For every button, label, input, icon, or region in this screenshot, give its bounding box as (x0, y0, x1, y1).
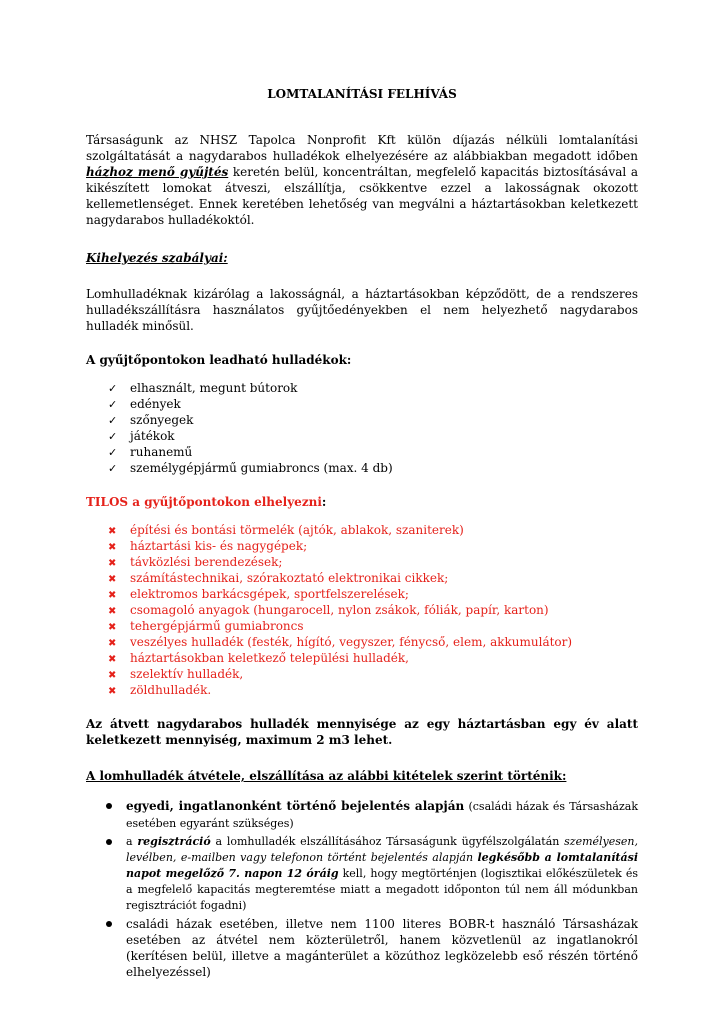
forbidden-item-label: zöldhulladék. (130, 683, 212, 697)
allowed-item-label: edények (130, 397, 181, 411)
cross-icon: ✖ (108, 542, 117, 553)
rules-paragraph: Lomhulladéknak kizárólag a lakosságnál, a háztartásokban képződött, de a rendszeres hulladékszállításra használatos gyűjtőedényekben el nem helyezhető nagydarabos hulladék minősül. (86, 287, 638, 333)
list-item (106, 834, 638, 914)
cross-icon: ✖ (108, 606, 117, 617)
bullet-icon (106, 803, 112, 809)
list-item (108, 634, 638, 650)
list-item (108, 460, 638, 476)
intro-emphasis: házhoz menő gyűjtés (86, 165, 229, 179)
allowed-item-label: elhasznált, megunt bútorok (130, 381, 298, 395)
condition-2-registration: regisztráció (137, 835, 211, 848)
cross-icon: ✖ (108, 622, 117, 633)
check-icon: ✓ (108, 414, 118, 427)
forbidden-list (86, 522, 638, 698)
list-item (108, 570, 638, 586)
list-item (106, 916, 638, 980)
allowed-heading: A gyűjtőpontokon leadható hulladékok: (86, 353, 352, 367)
condition-2-b: a lomhulladék elszállításához Társaságunk ügyfélszolgálatán (210, 835, 565, 848)
check-icon: ✓ (108, 398, 118, 411)
intro-text-1: Társaságunk az NHSZ Tapolca Nonprofit Kft külön díjazás nélküli lomtalanítási szolgáltatását a nagydarabos hulladékok elhelyezésére az alábbiakban megadott időben (86, 133, 638, 163)
list-item (108, 412, 638, 428)
condition-text (126, 834, 638, 914)
cross-icon: ✖ (108, 670, 117, 681)
list-item (108, 618, 638, 634)
check-icon: ✓ (108, 462, 118, 475)
forbidden-item-label: építési és bontási törmelék (ajtók, ablakok, szaniterek) (130, 523, 464, 537)
bullet-icon (106, 921, 112, 927)
rules-heading: Kihelyezés szabályai: (86, 251, 228, 265)
condition-2-d: kell, hogy megtörténjen (logisztikai előkészületek és a megfelelő kapacitás megteremtése miatt a megadott időponton túl nem áll módunkban regisztrációt fogadni) (126, 867, 638, 912)
cross-icon: ✖ (108, 526, 117, 537)
forbidden-heading (86, 494, 638, 510)
conditions-list (86, 798, 638, 980)
bullet-icon (106, 839, 112, 845)
forbidden-heading-colon: : (321, 495, 327, 509)
condition-2-deadline: legkésőbb a lomtalanítási napot megelőző 7. napon 12 óráig (126, 851, 639, 880)
cross-icon: ✖ (108, 638, 117, 649)
intro-text-2: keretén belül, koncentráltan, megfelelő kapacitás biztosításával a kikészített lomokat átveszi, elszállítja, csökkentve ezzel a lakosságnak okozott kellemetlenséget. Ennek keretében lehetőség van megválni a háztartásokban keletkezett nagydarabos hulladékoktól. (86, 165, 638, 227)
forbidden-item-label: háztartási kis- és nagygépek; (130, 539, 308, 553)
allowed-item-label: szőnyegek (130, 413, 194, 427)
list-item (106, 798, 638, 832)
list-item (108, 538, 638, 554)
list-item (108, 444, 638, 460)
amount-paragraph: Az átvett nagydarabos hulladék mennyisége az egy háztartásban egy év alatt keletkezett mennyiség, maximum 2 m3 lehet. (86, 717, 638, 747)
forbidden-item-label: tehergépjármű gumiabroncs (130, 619, 304, 633)
list-item (108, 586, 638, 602)
forbidden-item-label: veszélyes hulladék (festék, hígító, vegyszer, fénycső, elem, akkumulátor) (130, 635, 573, 649)
check-icon: ✓ (108, 446, 118, 459)
condition-1-bold: egyedi, ingatlanonként történő bejelentés alapján (126, 799, 465, 813)
cross-icon: ✖ (108, 686, 117, 697)
condition-text (126, 798, 638, 832)
list-item (108, 554, 638, 570)
allowed-list (86, 380, 638, 476)
collection-heading: A lomhulladék átvétele, elszállítása az alábbi kitételek szerint történik: (86, 769, 567, 783)
forbidden-item-label: távközlési berendezések; (130, 555, 283, 569)
forbidden-item-label: számítástechnikai, szórakoztató elektronikai cikkek; (130, 571, 449, 585)
allowed-item-label: ruhanemű (130, 445, 193, 459)
condition-2-a: a (126, 835, 138, 848)
forbidden-item-label: csomagoló anyagok (hungarocell, nylon zsákok, fóliák, papír, karton) (130, 603, 549, 617)
list-item (108, 602, 638, 618)
cross-icon: ✖ (108, 558, 117, 569)
list-item (108, 666, 638, 682)
condition-1-rest: (családi házak és Társasházak esetében egyaránt szükséges) (126, 800, 638, 830)
forbidden-item-label: elektromos barkácsgépek, sportfelszerelések; (130, 587, 409, 601)
condition-3-text: családi házak esetében, illetve nem 1100 literes BOBR-t használó Társasházak esetében az átvétel nem közterületről, hanem közvetlenül az ingatlanokról (kerítésen belül, illetve a magánterület a közúthoz legközelebb eső részén történő elhelyezéssel) (126, 917, 638, 979)
list-item (108, 682, 638, 698)
cross-icon: ✖ (108, 574, 117, 585)
allowed-item-label: játékok (130, 429, 175, 443)
list-item (108, 522, 638, 538)
forbidden-heading-red: TILOS a gyűjtőpontokon elhelyezni (86, 495, 322, 509)
cross-icon: ✖ (108, 590, 117, 601)
forbidden-item-label: háztartásokban keletkező települési hulladék, (130, 651, 409, 665)
condition-2-italic: személyesen, levélben, e-mailben vagy telefonon történt bejelentés alapján (126, 835, 638, 864)
list-item (108, 428, 638, 444)
check-icon: ✓ (108, 382, 118, 395)
intro-paragraph (86, 132, 638, 228)
forbidden-item-label: szelektív hulladék, (130, 667, 244, 681)
page-title: LOMTALANÍTÁSI FELHÍVÁS (267, 87, 457, 101)
list-item (108, 650, 638, 666)
list-item (108, 380, 638, 396)
check-icon: ✓ (108, 430, 118, 443)
list-item (108, 396, 638, 412)
cross-icon: ✖ (108, 654, 117, 665)
allowed-item-label: személygépjármű gumiabroncs (max. 4 db) (130, 461, 393, 475)
